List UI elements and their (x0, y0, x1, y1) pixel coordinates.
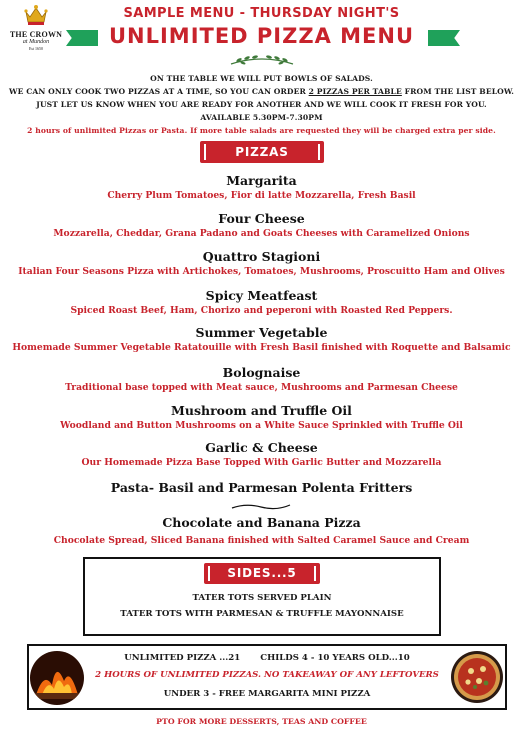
side-item: TATER TOTS SERVED PLAIN (192, 593, 332, 603)
menu-item (0, 440, 523, 469)
item-desc: Mozzarella, Cheddar, Grana Padano and Goats Cheeses with Caramelized Onions (53, 228, 470, 239)
item-desc: Our Homemade Pizza Base Topped With Garlic Butter and Mozzarella (81, 457, 442, 468)
side-item: TATER TOTS WITH PARMESAN & TRUFFLE MAYONNAISE (120, 609, 404, 619)
item-desc: Spiced Roast Beef, Ham, Chorizo and peperoni with Roasted Red Peppers. (70, 305, 453, 316)
menu-item (0, 173, 523, 202)
availability: AVAILABLE 5.30PM-7.30PM (200, 113, 323, 122)
sides-banner: SIDES...5 (204, 563, 320, 584)
intro-line: ON THE TABLE WE WILL PUT BOWLS OF SALADS. (150, 74, 373, 83)
menu-item (0, 249, 523, 278)
item-desc: Woodland and Button Mushrooms on a White Sauce Sprinkled with Truffle Oil (60, 420, 463, 431)
divider-swash-icon (230, 502, 292, 512)
logo-line2: at Mundon (22, 39, 50, 45)
item-name: Mushroom and Truffle Oil (171, 403, 352, 418)
menu-title: UNLIMITED PIZZA MENU (108, 24, 415, 48)
item-name: Chocolate and Banana Pizza (162, 515, 361, 530)
item-desc: Italian Four Seasons Pizza with Artichokes, Tomatoes, Mushrooms, Proscuitto Ham and Olives (18, 266, 505, 277)
item-name: Garlic & Cheese (205, 440, 318, 455)
item-desc: Cherry Plum Tomatoes, Fior di latte Mozzarella, Fresh Basil (107, 190, 416, 201)
menu-item (0, 288, 523, 317)
item-name: Four Cheese (218, 211, 305, 226)
herb-sprig-icon (229, 50, 295, 68)
menu-item (0, 403, 523, 432)
item-name: Spicy Meatfeast (205, 288, 318, 303)
pricing-under3: UNDER 3 - FREE MARGARITA MINI PIZZA (163, 689, 371, 699)
logo-line1: THE CROWN (9, 30, 63, 39)
item-desc: Homemade Summer Vegetable Ratatouille with Fresh Basil finished with Roquette and Balsamic (12, 342, 511, 353)
item-name: Quattro Stagioni (202, 249, 321, 264)
intro-note: 2 hours of unlimited Pizzas or Pasta. If more table salads are requested they will be charged extra per side. (27, 126, 496, 135)
item-name: Margarita (226, 173, 297, 188)
intro-line: JUST LET US KNOW WHEN YOU ARE READY FOR ANOTHER AND WE WILL COOK IT FRESH FOR YOU. (36, 100, 487, 109)
menu-subtitle: SAMPLE MENU - THURSDAY NIGHT'S (123, 6, 400, 21)
intro-line: WE CAN ONLY COOK TWO PIZZAS AT A TIME, SO YOU CAN ORDER 2 PIZZAS PER TABLE FROM THE LIST BELOW. (8, 87, 515, 96)
menu-item (0, 365, 523, 394)
pizzas-banner: PIZZAS (200, 141, 324, 163)
pricing-line: UNLIMITED PIZZA ...21 CHILDS 4 - 10 YEARS OLD...10 (124, 653, 410, 663)
pricing-note: 2 HOURS OF UNLIMITED PIZZAS. NO TAKEAWAY OF ANY LEFTOVERS (95, 670, 439, 680)
item-desc: Traditional base topped with Meat sauce, Mushrooms and Parmesan Cheese (65, 382, 458, 393)
item-desc: Chocolate Spread, Sliced Banana finished with Salted Caramel Sauce and Cream (53, 535, 470, 546)
logo-line3: Est 1650 (28, 46, 44, 51)
footer-note: PTO FOR MORE DESSERTS, TEAS AND COFFEE (156, 717, 367, 726)
item-name: Bolognaise (222, 365, 301, 380)
menu-item (0, 515, 523, 547)
menu-item (0, 325, 523, 354)
menu-item (0, 211, 523, 240)
item-name: Summer Vegetable (195, 325, 328, 340)
intro-text (0, 72, 523, 137)
item-name: Pasta- Basil and Parmesan Polenta Fritters (110, 480, 413, 495)
menu-item (0, 480, 523, 496)
